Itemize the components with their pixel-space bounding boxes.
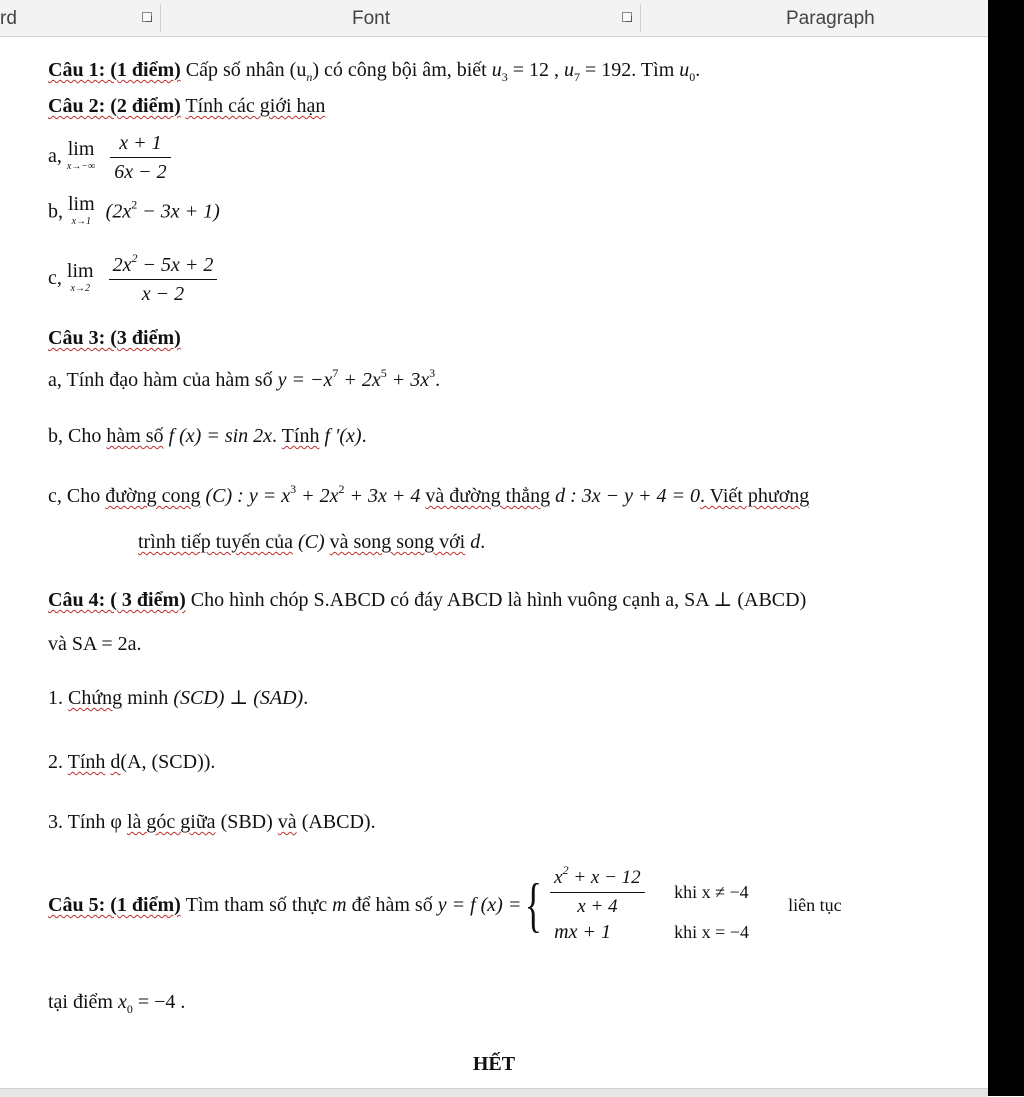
q4-item2-a: 2. xyxy=(48,751,63,773)
q2c-num-a: 2x xyxy=(112,254,132,276)
question-5-line2 xyxy=(48,989,185,1015)
q1-label: Câu 1: (1 điểm) xyxy=(48,59,181,81)
q2a-fraction xyxy=(110,131,170,184)
q5-cases xyxy=(546,862,784,945)
left-brace: { xyxy=(525,872,543,938)
q3c-sup1: 3 xyxy=(290,482,297,496)
q4-item3-a: 3. Tính φ xyxy=(48,811,122,833)
q2b-lim-sub: x→1 xyxy=(71,216,92,227)
q1-text: Cấp số nhân xyxy=(185,59,285,81)
ribbon-group-label-word: rd xyxy=(0,8,17,29)
lim-word: lim xyxy=(67,137,95,160)
q3a-text: a, Tính đạo hàm của hàm số xyxy=(48,369,273,391)
q2c-num-sup: 2 xyxy=(131,251,138,265)
ribbon-separator xyxy=(160,4,161,32)
q2a-denominator: 6x − 2 xyxy=(114,161,167,183)
q3c-cont1: trình tiếp tuyến của xyxy=(138,531,293,553)
q5-case1-cond: khi x ≠ −4 xyxy=(674,882,749,902)
q4-item3-d: và xyxy=(277,811,297,833)
ribbon xyxy=(0,0,988,37)
q1-seq-close: ) xyxy=(312,59,319,81)
end-mark: HẾT xyxy=(472,1053,516,1075)
q3a-sup1: 7 xyxy=(332,366,339,380)
q3c-text1: c, Cho xyxy=(48,485,101,507)
q2c-fraction xyxy=(109,253,218,306)
question-2a xyxy=(48,131,175,184)
q3b-expr: f (x) = sin 2x xyxy=(168,425,273,447)
q4-item2-b: Tính xyxy=(67,751,106,773)
q3c-expr3: + 3x + 4 xyxy=(344,485,421,507)
q2c-numerator xyxy=(109,253,218,280)
q5-case-1 xyxy=(546,862,784,919)
ribbon-separator xyxy=(640,4,641,32)
q3-label: Câu 3: (3 điểm) xyxy=(48,327,181,349)
q3c-cont3: và song song với xyxy=(329,531,466,553)
q1-cond2: u xyxy=(564,59,575,81)
q4-item3-c: (SBD) xyxy=(220,811,273,833)
q5-case1-fraction xyxy=(550,862,645,919)
lim-word: lim xyxy=(68,193,95,215)
q3c-sup2: 2 xyxy=(338,482,345,496)
q2b-label: b, xyxy=(48,200,63,223)
q1-cond1-val: = 12 , xyxy=(512,59,560,81)
q2-title: Tính các giới hạn xyxy=(185,95,326,117)
q3a-sup3: 3 xyxy=(429,366,436,380)
document-page[interactable] xyxy=(0,37,988,1088)
question-3b xyxy=(48,423,367,449)
q3c-curve: (C) : y = x xyxy=(205,485,291,507)
q5-text3: liên tục xyxy=(788,895,842,915)
q3b-text2: hàm số xyxy=(106,425,164,447)
q5-line2-sub: 0 xyxy=(126,1002,133,1016)
q2b-expr-rest: − 3x + 1) xyxy=(137,200,220,223)
q4-label: Câu 4: ( 3 điểm) xyxy=(48,589,186,611)
q2b-expr-open: (2x xyxy=(105,200,132,223)
q4-item1-a: 1. xyxy=(48,687,63,709)
q5-m: m xyxy=(332,894,347,916)
ribbon-group-label-paragraph: Paragraph xyxy=(786,8,875,29)
q4-item1-expr: (SCD) ⊥ (SAD) xyxy=(173,687,304,709)
question-4-line2 xyxy=(48,631,142,657)
q1-end: . xyxy=(695,59,701,81)
q3b-text1: b, Cho xyxy=(48,425,102,447)
clipboard-dialog-launcher-icon[interactable] xyxy=(142,12,152,22)
lim-word: lim xyxy=(66,259,94,282)
q2c-denominator: x − 2 xyxy=(141,283,185,305)
q5-label: Câu 5: (1 điểm) xyxy=(48,894,181,916)
question-2-heading xyxy=(48,93,325,119)
q3a-expr1: y = −x xyxy=(277,369,333,391)
q4-text2: và SA = 2a. xyxy=(48,633,142,655)
q2c-limit xyxy=(66,259,94,298)
question-4-item3 xyxy=(48,809,376,835)
q1-seq: (u xyxy=(289,59,307,81)
q3b-text3: Tính xyxy=(281,425,320,447)
q3c-cont-end: . xyxy=(480,531,486,553)
q4-item2-d: (A, (SCD)). xyxy=(120,751,216,773)
q3a-expr2: + 2x xyxy=(338,369,381,391)
q5-fx: y = f (x) = xyxy=(437,894,522,916)
q3a-sup2: 5 xyxy=(380,366,387,380)
q5-case1-num-b: + x − 12 xyxy=(568,866,641,888)
q2c-label: c, xyxy=(48,267,62,290)
q5-line2-val: = −4 . xyxy=(137,991,186,1013)
font-dialog-launcher-icon[interactable] xyxy=(622,12,632,22)
window-edge xyxy=(988,0,1024,1096)
question-4-item2 xyxy=(48,749,215,775)
q2b-expr-sup: 2 xyxy=(131,197,138,212)
q2-label: Câu 2: (2 điểm) xyxy=(48,95,181,117)
q1-cond1-sub: 3 xyxy=(501,70,508,84)
q2a-numerator: x + 1 xyxy=(110,131,170,158)
question-5 xyxy=(48,862,842,943)
q1-cond2-sub: 7 xyxy=(574,70,581,84)
q3c-text4: . Viết phương xyxy=(699,485,810,507)
q1-text3: . Tìm xyxy=(631,59,675,81)
q2a-label: a, xyxy=(48,145,62,168)
question-3c xyxy=(48,483,809,509)
q3c-cont2: (C) xyxy=(297,531,325,553)
q2c-lim-sub: x→2 xyxy=(70,282,90,294)
q5-case2-cond: khi x = −4 xyxy=(674,921,749,942)
q3c-text2: đường cong xyxy=(105,485,201,507)
q1-find-sub: 0 xyxy=(689,70,696,84)
q3c-line: d : 3x − y + 4 = 0 xyxy=(555,485,700,507)
q5-text2: để hàm số xyxy=(351,894,433,916)
q3c-text3: và đường thẳng xyxy=(425,485,551,507)
q2a-limit xyxy=(66,137,96,176)
q5-case1-num-a: x xyxy=(554,866,563,888)
q1-cond2-val: = 192 xyxy=(585,59,632,81)
q4-text: Cho hình chóp S.ABCD có đáy ABCD là hình vuông cạnh a, SA ⊥ (ABCD) xyxy=(190,589,807,611)
q5-line2-x: x xyxy=(117,991,127,1013)
q2c-num-b: − 5x + 2 xyxy=(137,254,214,276)
q5-case1-num-sup: 2 xyxy=(562,862,569,877)
q2a-lim-sub: x→−∞ xyxy=(66,160,96,172)
q2b-limit xyxy=(68,195,95,231)
question-3c-cont xyxy=(138,529,485,555)
question-4-item1 xyxy=(48,685,308,711)
question-4 xyxy=(48,587,806,613)
q5-case2-expr: mx + 1 xyxy=(554,920,611,943)
question-2c xyxy=(48,253,221,306)
q3a-expr3: + 3x xyxy=(386,369,430,391)
q1-find: u xyxy=(679,59,690,81)
q3b-end: . xyxy=(361,425,367,447)
q3a-end: . xyxy=(435,369,441,391)
q4-item3-b: là góc giữa xyxy=(126,811,216,833)
q4-item2-c: d xyxy=(110,751,121,773)
q5-text: Tìm tham số thực xyxy=(185,894,328,916)
q4-item1-c: minh xyxy=(127,687,169,709)
q1-text2: có công bội âm, biết xyxy=(324,59,487,81)
q4-item1-b: Chứng xyxy=(68,687,123,709)
q3c-cont4: d xyxy=(470,531,481,553)
question-1 xyxy=(48,57,700,83)
q5-case-2 xyxy=(546,919,784,945)
q5-case1-denominator: x + 4 xyxy=(577,895,618,917)
q1-cond1: u xyxy=(491,59,502,81)
q4-item3-e: (ABCD). xyxy=(301,811,376,833)
q1-seq-sub: n xyxy=(306,70,313,84)
q5-case1-numerator xyxy=(550,862,645,893)
ribbon-group-label-font: Font xyxy=(352,8,391,29)
q3b-dot: . xyxy=(272,425,278,447)
q4-item1-end: . xyxy=(303,687,309,709)
q5-line2-a: tại điểm xyxy=(48,991,113,1013)
q3c-expr2: + 2x xyxy=(296,485,339,507)
question-2b xyxy=(48,195,220,231)
q3b-find: f ′(x) xyxy=(324,425,362,447)
question-3a xyxy=(48,367,440,393)
question-3-heading xyxy=(48,325,181,351)
